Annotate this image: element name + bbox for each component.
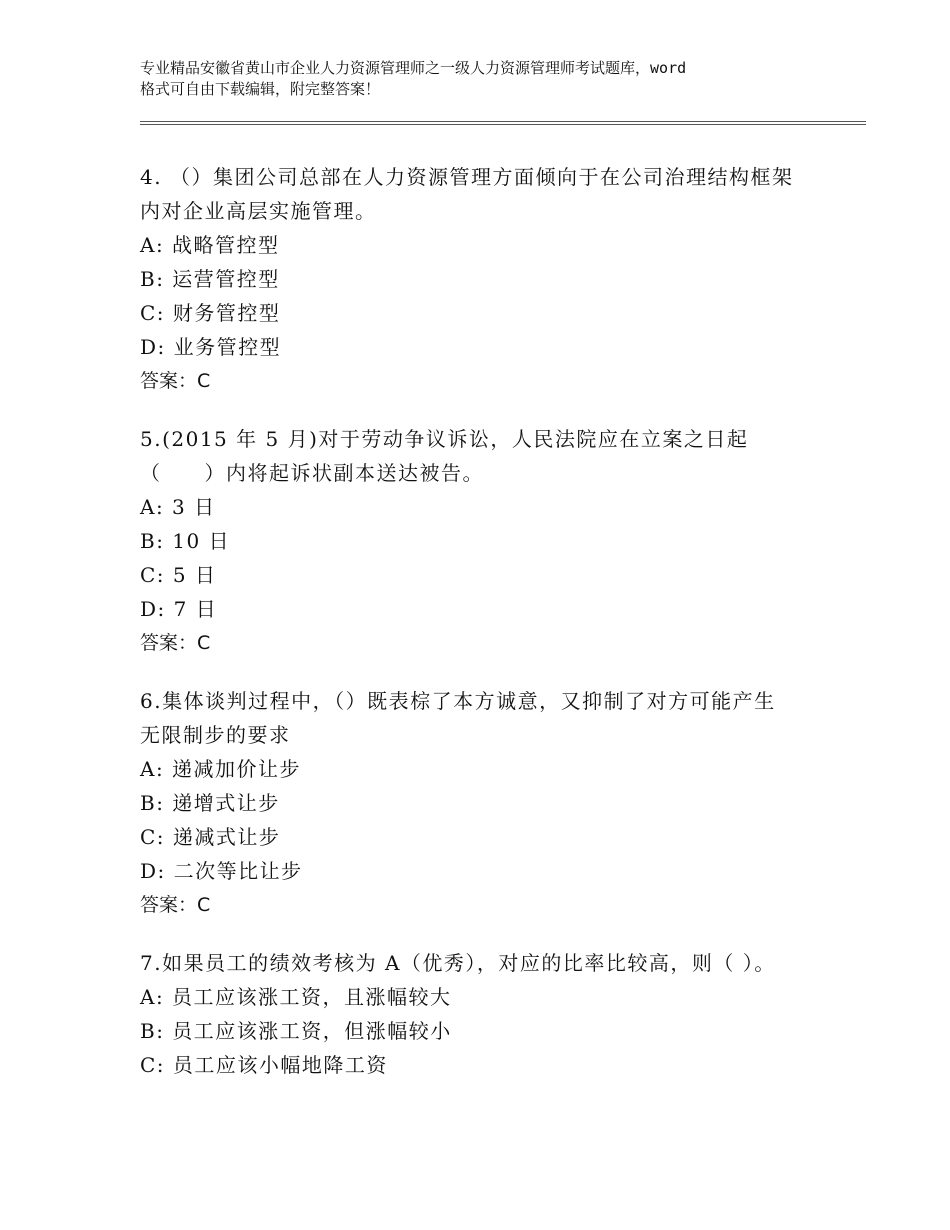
- question-text-line: 7.如果员工的绩效考核为 A（优秀），对应的比率比较高，则（ ）。: [140, 951, 776, 975]
- question-7: [140, 946, 840, 1082]
- option-c: C: 5 日: [140, 563, 217, 587]
- answer: [140, 364, 840, 398]
- answer-value: C: [197, 632, 211, 654]
- question-4: [140, 160, 840, 398]
- question-5: [140, 422, 840, 660]
- question-text-line: 内对企业高层实施管理。: [140, 199, 377, 223]
- option-d: D: 7 日: [140, 597, 218, 621]
- header-rule-bottom: [140, 124, 866, 125]
- header-line-1: 专业精品安徽省黄山市企业人力资源管理师之一级人力资源管理师考试题库，word: [140, 59, 687, 77]
- answer-label: 答案：: [140, 370, 198, 392]
- option-d: D: 二次等比让步: [140, 859, 303, 883]
- question-text-line: 4. （）集团公司总部在人力资源管理方面倾向于在公司治理结构框架: [140, 165, 794, 189]
- option-b: B: 运营管控型: [140, 267, 280, 291]
- option-b: B: 10 日: [140, 529, 231, 553]
- option-c: C: 递减式让步: [140, 825, 281, 849]
- question-text-line: 6.集体谈判过程中，（）既表棕了本方诚意，又抑制了对方可能产生: [140, 689, 776, 713]
- option-a: A: 战略管控型: [140, 233, 280, 257]
- answer-label: 答案：: [140, 632, 198, 654]
- question-6: [140, 684, 840, 922]
- answer: [140, 626, 840, 660]
- header-line-2: 格式可自由下载编辑，附完整答案！: [140, 80, 381, 98]
- question-text-line: 无限制步的要求: [140, 723, 291, 747]
- option-a: A: 员工应该涨工资，且涨幅较大: [140, 985, 452, 1009]
- question-text-line: （ ）内将起诉状副本送达被告。: [140, 461, 484, 485]
- option-c: C: 财务管控型: [140, 301, 281, 325]
- answer: [140, 888, 840, 922]
- option-a: A: 递减加价让步: [140, 757, 302, 781]
- answer-value: C: [197, 894, 211, 916]
- option-a: A: 3 日: [140, 495, 216, 519]
- option-b: B: 员工应该涨工资，但涨幅较小: [140, 1019, 452, 1043]
- answer-label: 答案：: [140, 894, 198, 916]
- option-c: C: 员工应该小幅地降工资: [140, 1053, 388, 1077]
- document-header: [140, 58, 830, 100]
- option-b: B: 递增式让步: [140, 791, 280, 815]
- question-list: [140, 160, 840, 1106]
- answer-value: C: [197, 370, 211, 392]
- option-d: D: 业务管控型: [140, 335, 282, 359]
- question-text-line: 5.(2015 年 5 月)对于劳动争议诉讼，人民法院应在立案之日起: [140, 427, 749, 451]
- header-rule-top: [140, 121, 866, 122]
